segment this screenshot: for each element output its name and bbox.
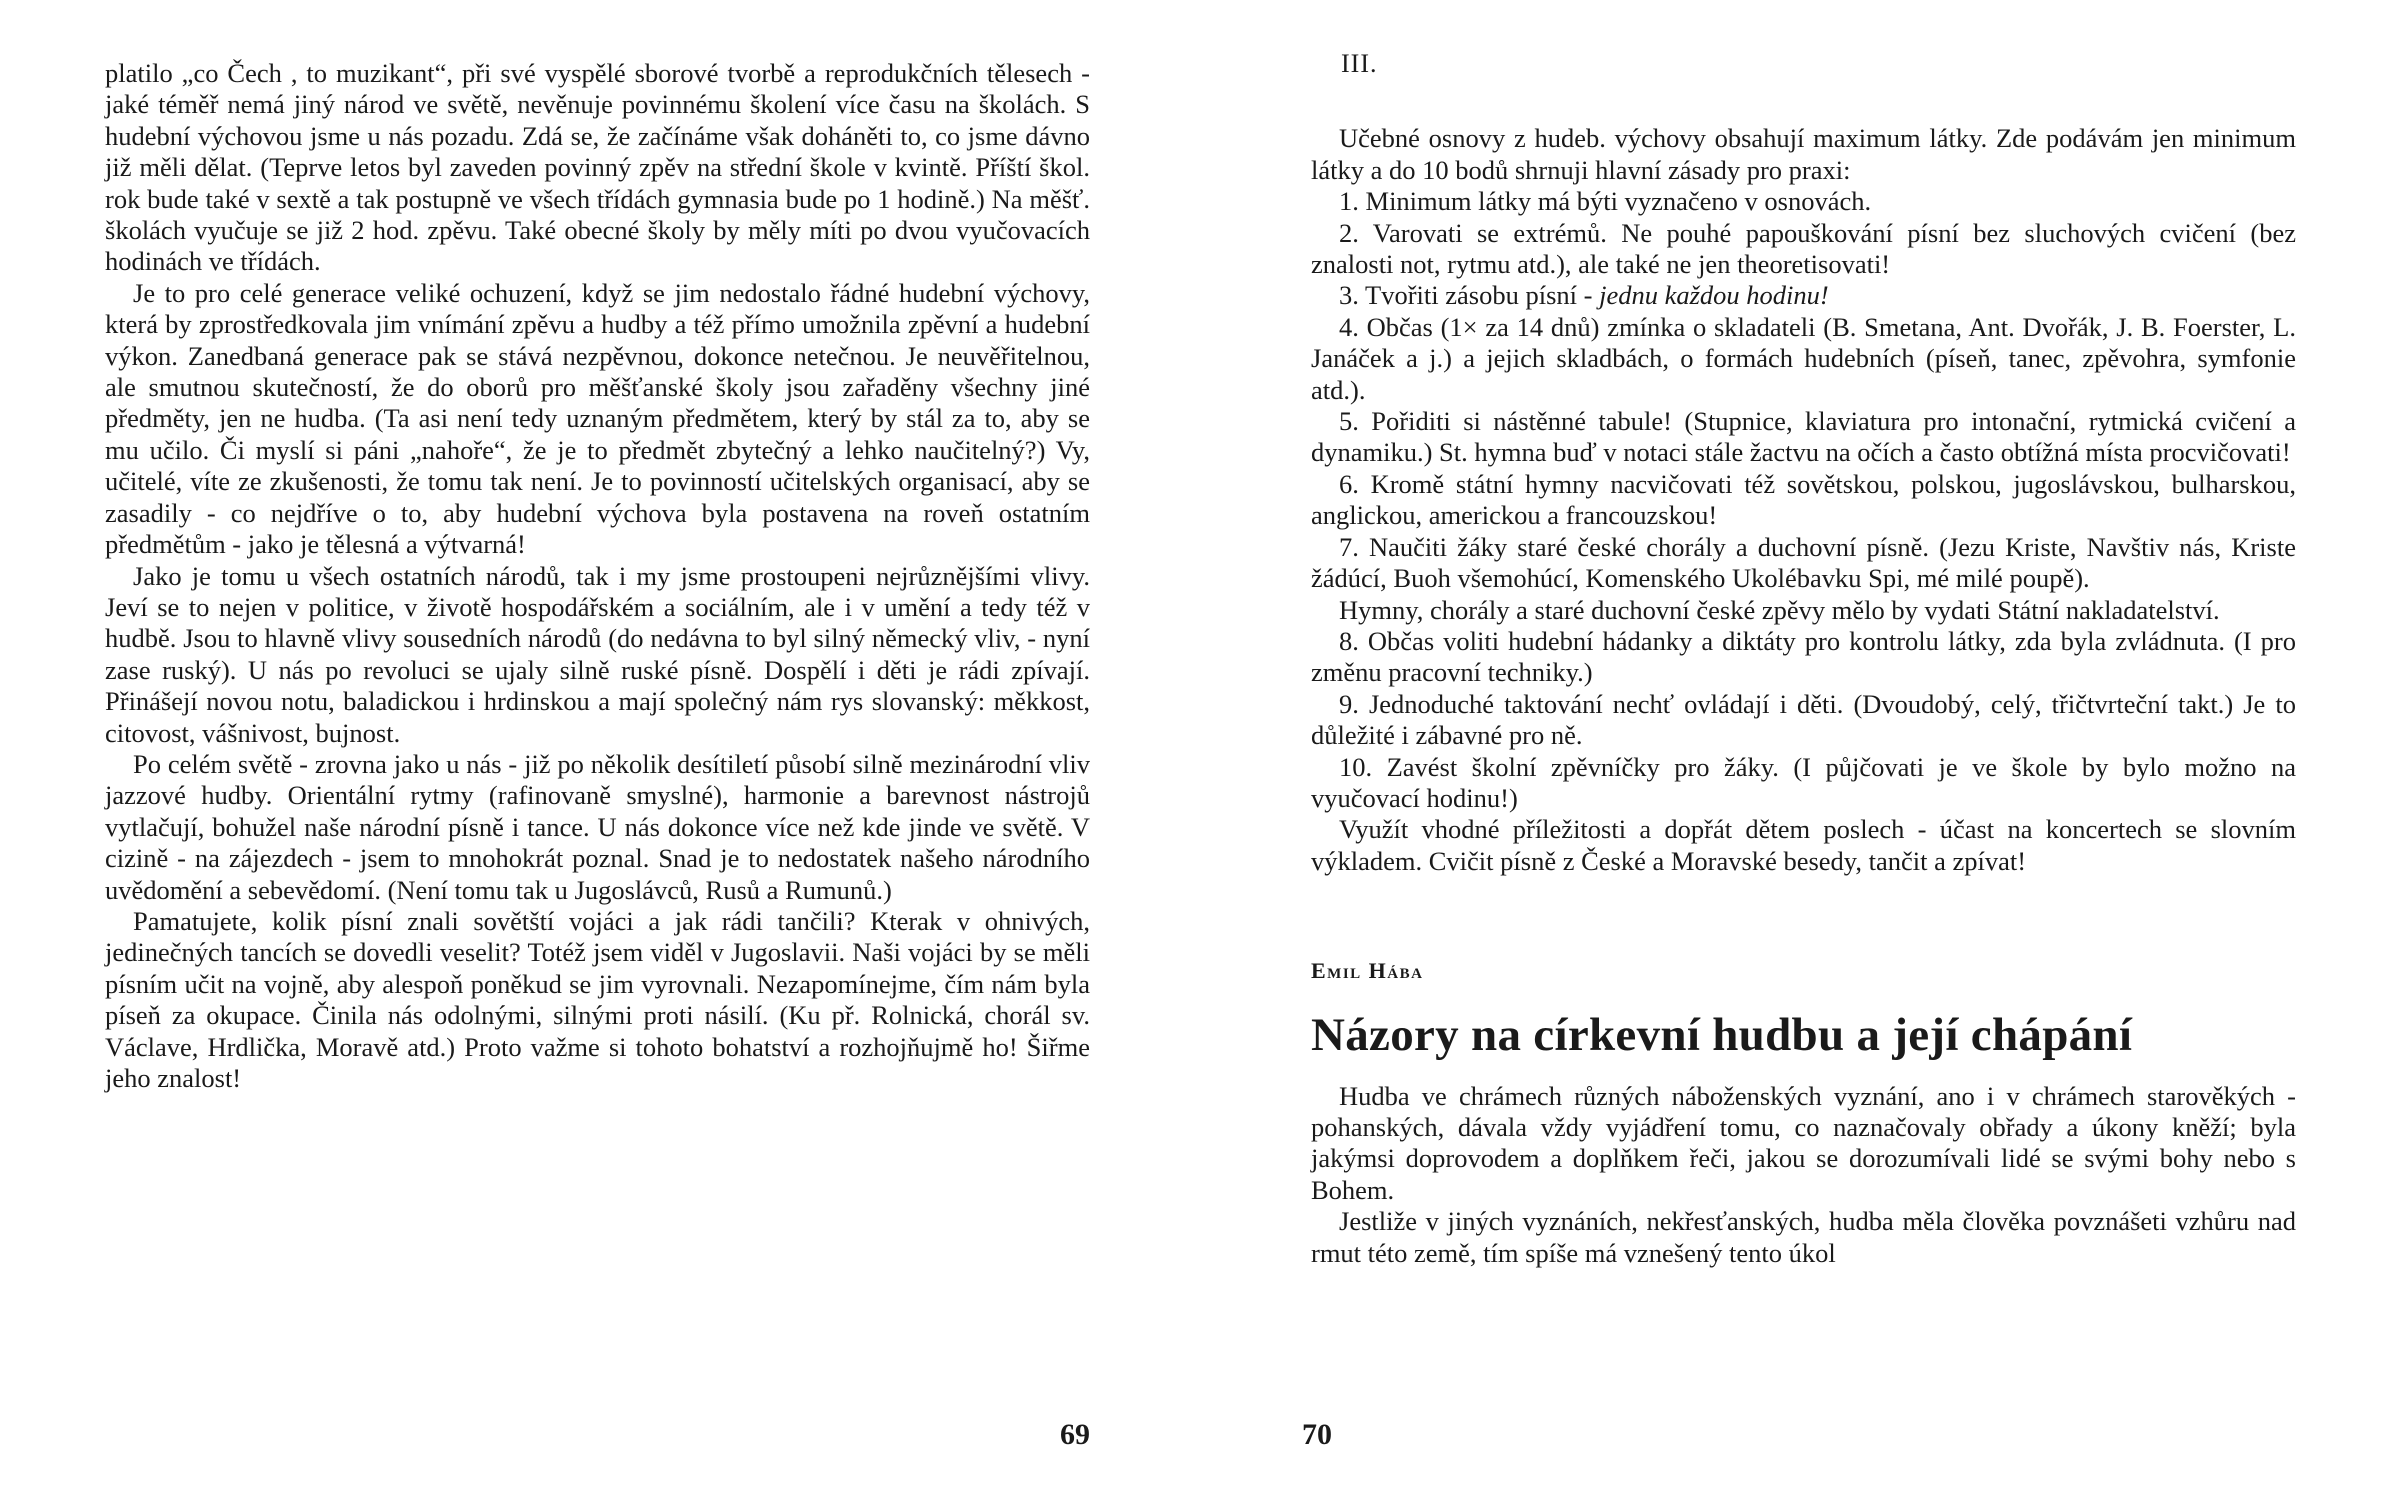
paragraph: Jestliže v jiných vyznáních, nekřesťanských, hudba měla člověka povznášeti vzhůru nad rmut této země, tím spíše má vznešený tento úkol — [1311, 1206, 2296, 1268]
article-title: Názory na církevní hudbu a její chápání — [1311, 1008, 2133, 1061]
paragraph: platilo „co Čech , to muzikant“, při své vyspělé sborové tvorbě a reprodukčních tělesech - jaké téměř nemá jiný národ ve světě, nevěnuje povinnému školení více času na školách. S hudební výchovou jsme u nás pozadu. Zdá se, že začínáme však doháněti to, co jsme dávno již měli dělat. (Teprve letos byl zaveden povinný zpěv na střední škole v kvintě. Příští škol. rok bude také v sextě a tak postupně ve všech třídách gymnasia bude po 1 hodině.) Na měšť. školách vyučuje se již 2 hod. zpěvu. Také obecné školy by měly míti po dvou vyučovacích hodinách ve třídách. — [105, 58, 1090, 277]
paragraph: Po celém světě - zrovna jako u nás - již po několik desítiletí působí silně mezinárodní vliv jazzové hudby. Orientální rytmy (rafinovaně smyslné), harmonie a barevnost nástrojů vytlačují, bohužel naše národní písně i tance. U nás dokonce více než kde jinde ve světě. V cizině - na zájezdech - jsem to mnohokrát poznal. Snad je to nedostatek našeho národního uvědomění a sebevědomí. (Není tomu tak u Jugoslávců, Rusů a Rumunů.) — [105, 748, 1090, 905]
left-text-column — [105, 58, 1090, 1094]
list-item: 7. Naučiti žáky staré české chorály a duchovní písně. (Jezu Kriste, Navštiv nás, Kriste žádúcí, Buoh všemohúcí, Komenského Ukolébavku Spi, mé milé poupě). — [1311, 531, 2296, 594]
article-author: Emil Hába — [1311, 958, 1424, 984]
emphasis: jednu každou hodinu! — [1599, 280, 1829, 311]
list-item: 1. Minimum látky má býti vyznačeno v osnovách. — [1339, 186, 1872, 217]
list-item: 5. Pořiditi si nástěnné tabule! (Stupnice, klaviatura pro intonační, rytmická cvičení a dynamiku.) St. hymna buď v notaci stále žactvu na očích a často obtížná místa procvičovati! — [1311, 406, 2296, 468]
page-number: 69 — [1060, 1418, 1090, 1451]
right-text-column — [1311, 48, 2296, 1269]
paragraph: Pamatujete, kolik písní znali sovětští vojáci a jak rádi tančili? Kterak v ohnivých, jedinečných tancích se dovedli veselit? Totéž jsem viděl v Jugoslavii. Naši vojáci by se měli písním učit na vojně, aby alespoň poněkud se jim vyrovnali. Nezapomínejme, čím nám byla píseň za okupace. Činila nás odolnými, silnými proti násilí. (Ku př. Rolnická, chorál sv. Václave, Hrdlička, Moravě atd.) Proto važme si tohoto bohatství a rozhojňujmě ho! Šiřme jeho znalost! — [105, 905, 1090, 1093]
list-item-note: Hymny, chorály a staré duchovní české zpěvy mělo by vydati Státní nakladatelství. — [1339, 594, 2220, 625]
list-item: 2. Varovati se extrémů. Ne pouhé papouškování písní bez sluchových cvičení (bez znalosti not, rytmu atd.), ale také ne jen theoretisovati! — [1311, 217, 2296, 280]
list-item: 6. Kromě státní hymny nacvičovati též sovětskou, polskou, jugoslávskou, bulharskou, anglickou, americkou a francouzskou! — [1311, 468, 2296, 531]
list-item-text: 3. Tvořiti zásobu písní - — [1339, 280, 1600, 311]
section-number: III. — [1341, 49, 1378, 78]
section-intro: Učebné osnovy z hudeb. výchovy obsahují maximum látky. Zde podávám jen minimum látky a do 10 bodů shrnuji hlavní zásady pro praxi: — [1311, 123, 2296, 185]
page-number: 70 — [1302, 1418, 1332, 1451]
list-item: 8. Občas voliti hudební hádanky a diktáty pro kontrolu látky, zda byla zvládnuta. (I pro změnu pracovní techniky.) — [1311, 625, 2296, 688]
list-item: 4. Občas (1× za 14 dnů) zmínka o skladateli (B. Smetana, Ant. Dvořák, J. B. Foerster, L. Janáček a j.) a jejich skladbách, o formách hudebních (píseň, tanec, zpěvohra, symfonie atd.). — [1311, 311, 2296, 405]
list-item — [1311, 280, 2296, 311]
list-item: 10. Zavést školní zpěvníčky pro žáky. (I půjčovati je ve škole by bylo možno na vyučovací hodinu!) — [1311, 751, 2296, 813]
closing-paragraph: Využít vhodné příležitosti a dopřát dětem poslech - účast na koncertech se slovním výkladem. Cvičit písně z České a Moravské besedy, tančit a zpívat! — [1311, 814, 2296, 876]
list-item: 9. Jednoduché taktování nechť ovládají i děti. (Dvoudobý, celý, třičtvrteční takt.) Je to důležité i zábavné pro ně. — [1311, 688, 2296, 751]
paragraph: Je to pro celé generace veliké ochuzení, když se jim nedostalo řádné hudební výchovy, která by zprostředkovala jim vnímání zpěvu a hudby a též přímo umožnila zpěvní a hudební výkon. Zanedbaná generace pak se stává nezpěvnou, dokonce netečnou. Je neuvěřitelnou, ale smutnou skutečností, že do oborů pro měšťanské školy jsou zařaděny všechny jiné předměty, jen ne hudba. (Ta asi není tedy uznaným předmětem, který by stál za to, aby se mu učilo. Či myslí si páni „nahoře“, že je to předmět zbytečný a lehko naučitelný?) Vy, učitelé, víte ze zkušenosti, že tomu tak není. Je to povinností učitelských organisací, aby se zasadily - co nejdříve o to, aby hudební výchova byla postavena na roveň ostatním předmětům - jako je tělesná a výtvarná! — [105, 277, 1090, 560]
right-page — [1196, 0, 2392, 1500]
paragraph: Jako je tomu u všech ostatních národů, tak i my jsme prostoupeni nejrůznějšími vlivy. Jeví se to nejen v politice, v životě hospodářském a sociálním, ale i v umění a tedy též v hudbě. Jsou to hlavně vlivy sousedních národů (do nedávna to byl silný německý vliv, - nyní zase ruský). U nás po revoluci se ujaly silně ruské písně. Dospělí i děti je rádi zpívají. Přinášejí novou notu, baladickou i hrdinskou a mají společný nám rys slovanský: měkkost, citovost, vášnivost, bujnost. — [105, 560, 1090, 748]
principles-list — [1311, 186, 2296, 814]
paragraph: Hudba ve chrámech různých náboženských vyznání, ano i v chrámech starověkých - pohanských, dávala vždy vyjádření tomu, co naznačovaly obřady a úkony kněží; byla jakýmsi doprovodem a doplňkem řeči, jakou se dorozumívali lidé se svými bohy nebo s Bohem. — [1311, 1080, 2296, 1205]
